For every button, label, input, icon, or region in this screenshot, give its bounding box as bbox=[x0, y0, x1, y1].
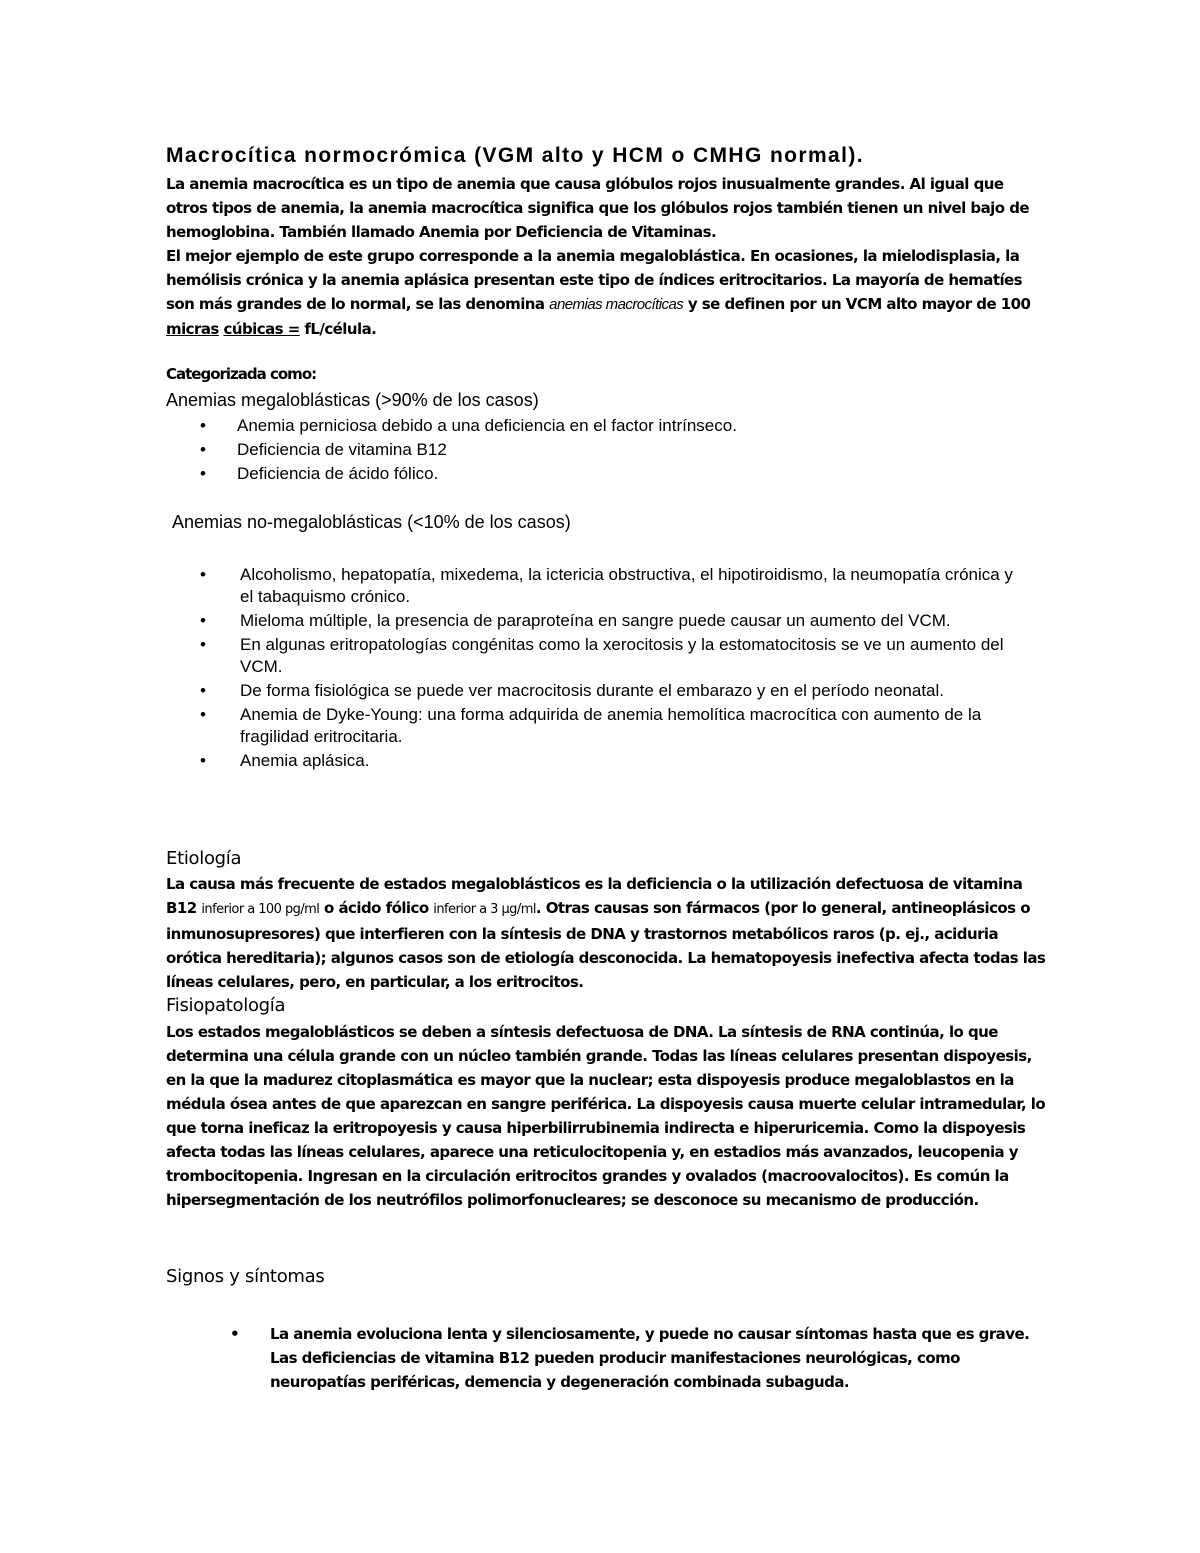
list-item-text: De forma fisiológica se puede ver macrocitosis durante el embarazo y en el período neonatal. bbox=[240, 681, 944, 700]
etiologia-text-c: . Otras causas son fármacos (por lo general, antineoplásicos o inmunosupresores) que interfieren con la síntesis de DNA y trastornos metabólicos raros (p. ej., aciduria orótica hereditaria); algunos casos son de etiología desconocida. La hematopoyesis inefectiva afecta todas las líneas celulares, pero, en particular, a los eritrocitos. bbox=[166, 899, 1046, 991]
list-item-text: La anemia evoluciona lenta y silenciosamente, y puede no causar síntomas hasta que es grave. Las deficiencias de vitamina B12 pueden producir manifestaciones neurológicas, como neuropatías periféricas, demencia y degeneración combinada subaguda. bbox=[270, 1325, 1030, 1391]
list-item-text: Deficiencia de ácido fólico. bbox=[237, 464, 439, 483]
list-item bbox=[230, 1322, 1050, 1394]
bullet-icon: • bbox=[200, 751, 206, 770]
fisiopatologia-heading: Fisiopatología bbox=[166, 995, 286, 1016]
bullet-icon: • bbox=[200, 416, 206, 435]
intro-text-c: fL/célula. bbox=[299, 320, 377, 338]
bullet-icon: • bbox=[200, 611, 206, 630]
list-item bbox=[200, 414, 900, 438]
intro-paragraph-2-text bbox=[166, 244, 1046, 341]
italic-term: anemias macrocíticas bbox=[549, 296, 684, 313]
bullet-icon: • bbox=[200, 705, 206, 724]
list-item bbox=[200, 610, 1020, 632]
megaloblastic-list bbox=[200, 414, 900, 486]
categorized-label: Categorizada como: bbox=[166, 365, 317, 383]
bullet-icon: • bbox=[200, 464, 206, 483]
etiologia-heading: Etiología bbox=[166, 848, 242, 869]
megaloblastic-heading: Anemias megaloblásticas (>90% de los casos) bbox=[166, 390, 539, 410]
list-item-text: Mieloma múltiple, la presencia de paraproteína en sangre puede causar un aumento del VCM. bbox=[240, 611, 951, 630]
list-item-text: Deficiencia de vitamina B12 bbox=[237, 440, 447, 459]
underlined-micras: micras bbox=[166, 320, 219, 338]
fisiopatologia-paragraph bbox=[166, 1020, 1046, 1212]
etiologia-small-2: inferior a 3 µg/ml bbox=[433, 902, 536, 917]
list-item bbox=[200, 680, 1020, 702]
bullet-icon: • bbox=[200, 440, 206, 459]
fisiopatologia-text: Los estados megaloblásticos se deben a síntesis defectuosa de DNA. La síntesis de RNA continúa, lo que determina una célula grande con un núcleo también grande. Todas las líneas celulares presentan dispoyesis, en la que la madurez citoplasmática es mayor que la nuclear; esta dispoyesis produce megaloblastos en la médula ósea antes de que aparezcan en sangre periférica. La dispoyesis causa muerte celular intramedular, lo que torna ineficaz la eritropoyesis y causa hiperbilirrubinemia indirecta e hiperuricemia. Como la dispoyesis afecta todas las líneas celulares, aparece una reticulocitopenia y, en estadios más avanzados, leucopenia y trombocitopenia. Ingresan en la circulación eritrocitos grandes y ovalados (macroovalocitos). Es común la hipersegmentación de los neutrófilos polimorfonucleares; se desconoce su mecanismo de producción. bbox=[166, 1023, 1046, 1209]
etiologia-text bbox=[166, 872, 1046, 994]
etiologia-paragraph bbox=[166, 872, 1046, 994]
bullet-icon: • bbox=[200, 565, 206, 584]
bullet-icon: • bbox=[200, 681, 206, 700]
page-title: Macrocítica normocrómica (VGM alto y HCM o CMHG normal). bbox=[166, 144, 864, 167]
non-megaloblastic-list bbox=[200, 564, 1020, 774]
underlined-cubicas: cúbicas = bbox=[223, 320, 300, 338]
intro-text-a: El mejor ejemplo de este grupo corresponde a la anemia megaloblástica. En ocasiones, la mielodisplasia, la hemólisis crónica y la anemia aplásica presentan este tipo de índices eritrocitarios. La mayoría de hematíes son más grandes de lo normal, se las denomina bbox=[166, 247, 1023, 313]
list-item-text: Anemia de Dyke-Young: una forma adquirida de anemia hemolítica macrocítica con aumento de la fragilidad eritrocitaria. bbox=[240, 705, 982, 746]
bullet-icon: • bbox=[230, 1325, 240, 1343]
etiologia-text-a: La causa más frecuente de estados megaloblásticos es la deficiencia o la utilización defectuosa de vitamina B12 bbox=[166, 875, 1023, 917]
intro-paragraph-1 bbox=[166, 172, 1046, 244]
list-item bbox=[200, 564, 1020, 608]
intro-text-b: y se definen por un VCM alto mayor de 100 bbox=[683, 295, 1031, 313]
list-item-text: Anemia perniciosa debido a una deficiencia en el factor intrínseco. bbox=[237, 416, 737, 435]
intro-paragraph-2 bbox=[166, 244, 1046, 341]
signos-heading: Signos y síntomas bbox=[166, 1266, 325, 1287]
list-item bbox=[200, 634, 1020, 678]
bullet-icon: • bbox=[200, 635, 206, 654]
etiologia-small-1: inferior a 100 pg/ml bbox=[201, 902, 320, 917]
intro-paragraph-1-text: La anemia macrocítica es un tipo de anemia que causa glóbulos rojos inusualmente grandes. Al igual que otros tipos de anemia, la anemia macrocítica significa que los glóbulos rojos también tienen un nivel bajo de hemoglobina. También llamado Anemia por Deficiencia de Vitaminas. bbox=[166, 175, 1030, 241]
non-megaloblastic-heading: Anemias no-megaloblásticas (<10% de los casos) bbox=[172, 512, 571, 532]
list-item bbox=[200, 704, 1020, 748]
list-item bbox=[200, 438, 900, 462]
list-item-text: En algunas eritropatologías congénitas como la xerocitosis y la estomatocitosis se ve un aumento del VCM. bbox=[240, 635, 1004, 676]
list-item bbox=[200, 750, 1020, 772]
list-item-text: Anemia aplásica. bbox=[240, 751, 370, 770]
signos-list bbox=[230, 1322, 1050, 1394]
etiologia-text-b: o ácido fólico bbox=[319, 899, 434, 917]
list-item bbox=[200, 462, 900, 486]
list-item-text: Alcoholismo, hepatopatía, mixedema, la ictericia obstructiva, el hipotiroidismo, la neumopatía crónica y el tabaquismo crónico. bbox=[240, 565, 1013, 606]
